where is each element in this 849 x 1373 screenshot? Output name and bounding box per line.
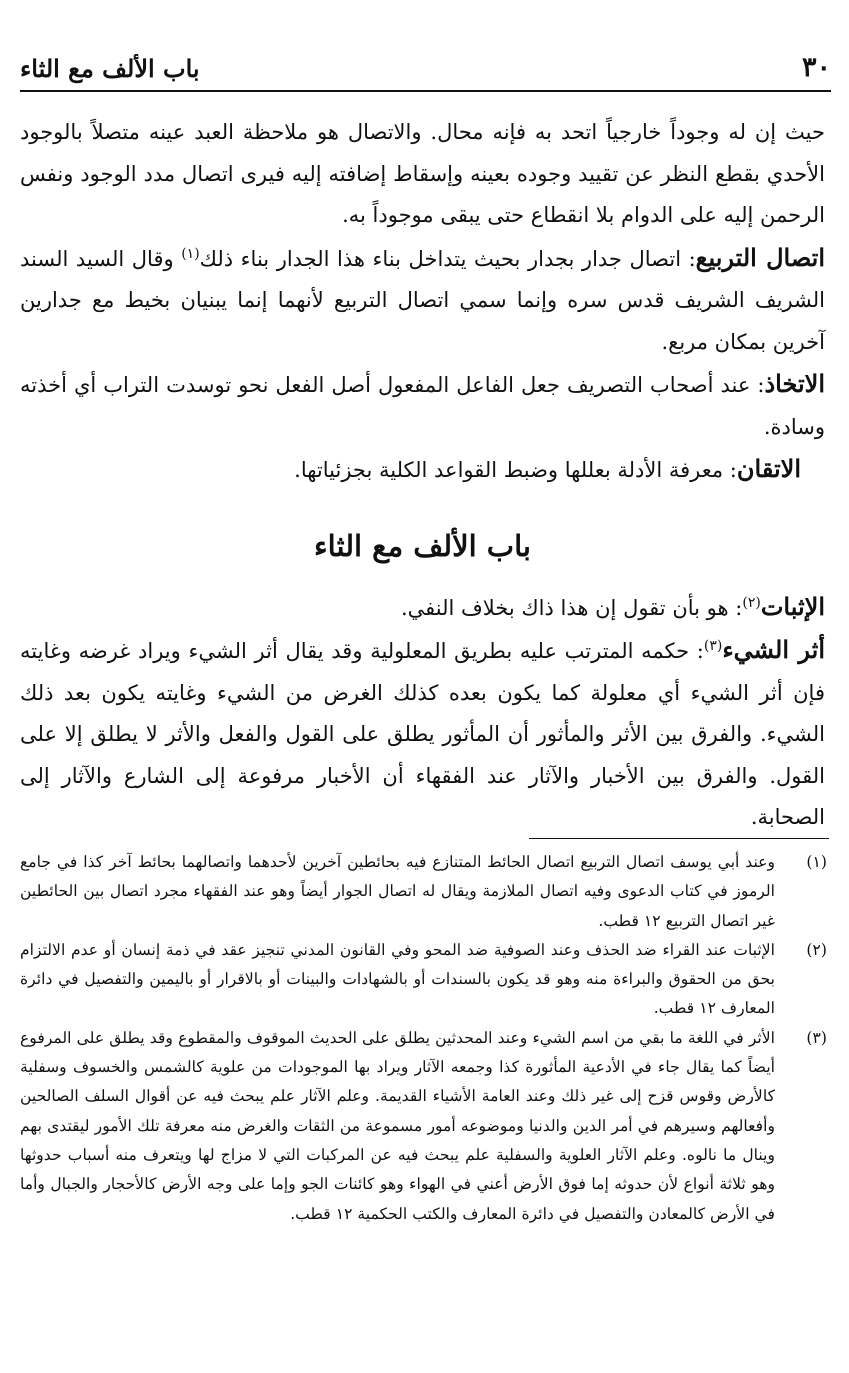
entry-alithbat [20, 586, 825, 630]
footnote [20, 1024, 827, 1229]
page-number: ٣٠ [801, 52, 831, 83]
entry-term: اتصال التربيع [695, 242, 825, 272]
entry-ittisal-altarbi [20, 237, 825, 364]
footnote-text: الأثر في اللغة ما بقي من اسم الشيء وعند المحدثين يطلق على الحديث الموقوف والمقطوع وقد يطلق على المرفوع أيضاً كما يقال جاء في الأدعية المأثورة كذا وجمعه الآثار ويراد بها الموجودات من علوية كالشمس والخسوف وسفلية كالأرض وقوس قزح إلى غير ذلك وعند العامة الأشياء القديمة. وعلم الآثار علم يبحث فيه عن أقوال السلف الصالحين وأفعالهم وسيرهم في أمر الدين والدنيا وموضوعه أمور مسموعة من الثقات والغرض منه معرفة تلك الأمور ليقتدى بهم وينال ما نالوه. وعلم الآثار العلوية والسفلية علم يبحث فيه عن المركبات التي لا مزاج لها ويتعرف منه أسباب حدوثها وهو ثلاثة أنواع لأن حدوثه إما فوق الأرض أعني في الهواء وهو كائنات الجو وإما على وجه الأرض كالأحجار والجبال وأما في الأرض كالمعادن والتفصيل في دائرة المعارف والكتب الحكمية ١٢ قطب. [20, 1028, 775, 1223]
footnote-ref: (١) [181, 245, 200, 262]
entry-definition: : عند أصحاب التصريف جعل الفاعل المفعول أصل الفعل نحو توسدت التراب أي أخذته وسادة. [20, 373, 825, 439]
entry-term: أثر الشيء [722, 635, 826, 664]
footnote-ref: (٣) [703, 638, 723, 654]
running-title: باب الألف مع الثاء [20, 54, 200, 83]
footnote-text: وعند أبي يوسف اتصال التربيع اتصال الحائط المتنازع فيه بحائطين آخرين لأحدهما واتصالهما بحائط آخر كذا في جامع الرموز في كتاب الدعوى وفيه اتصال الملازمة ويقال له اتصال الجوار أيضاً وهو عند الفقهاء مجرد اتصال بين الحائطين غير اتصال التربيع ١٢ قطب. [20, 853, 775, 930]
continuation-paragraph: حيث إن له وجوداً خارجياً اتحد به فإنه محال. والاتصال هو ملاحظة العبد عينه متصلاً بالوجود الأحدي بقطع النظر عن تقييد وجوده بعينه وإسقاط إضافته إليه فيرى اتصال مدد الوجود ونفس الرحمن إليه على الدوام بلا انقطاع حتى يبقى موجوداً به. [20, 120, 825, 227]
entry-term: الإثبات [760, 591, 825, 621]
footnote-number: (٢) [806, 940, 827, 959]
entry-alittikhadh [20, 363, 825, 448]
entry-term: الاتخاذ [764, 369, 825, 398]
page-header [20, 48, 831, 92]
footnote [20, 936, 827, 1024]
footnote [20, 848, 827, 936]
entry-athar-alshay [20, 629, 825, 839]
footnotes [20, 848, 827, 1229]
footnote-separator [529, 838, 829, 839]
entry-definition: : اتصال جدار بجدار بحيث يتداخل بناء هذا الجدار بناء ذلك [199, 246, 696, 271]
footnote-text: الإثبات عند القراء ضد الحذف وعند الصوفية ضد المحو وفي القانون المدني تنجيز عقد في ذمة إنسان أو عدم الالتزام بحق من الحقوق والبراءة منه وهو قد يكون بالسندات أو بالشهادات والبينات أو بالاقرار أو باليمين والتفصيل في دائرة المعارف ١٢ قطب. [20, 940, 775, 1018]
entry-definition-cont: وقال السيد السند الشريف الشريف قدس سره وإنما سمي اتصال التربيع لأنهما إنما يبنيان بخيط مع جدارين آخرين بمكان مربع. [20, 246, 825, 354]
entry-term: الاتقان [736, 454, 801, 483]
entry-definition: : معرفة الأدلة بعللها وضبط القواعد الكلية بجزئياتها. [294, 458, 737, 482]
entry-definition: : حكمه المترتب عليه بطريق المعلولية وقد يقال أثر الشيء ويراد غرضه وغايته فإن أثر الشيء أي معلولة كما يكون بعده كذلك الغرض من الشيء وغايته يكون بعد ذلك الشيء. والفرق بين الأثر والمأثور أن المأثور يطلق على القول والفعل والأثر لا يطلق إلا على القول. والفرق بين الأخبار والآثار عند الفقهاء أن الأخبار مرفوعة إلى الشارع والآثار إلى الصحابة. [20, 639, 825, 829]
entry-definition: : هو بأن تقول إن هذا ذاك بخلاف النفي. [400, 595, 743, 620]
section-heading: باب الألف مع الثاء [313, 528, 532, 563]
footnote-number: (١) [806, 853, 827, 871]
footnote-ref: (٢) [742, 594, 761, 611]
main-text [20, 112, 825, 839]
entry-alitqan [20, 448, 825, 492]
footnote-number: (٣) [806, 1028, 827, 1047]
